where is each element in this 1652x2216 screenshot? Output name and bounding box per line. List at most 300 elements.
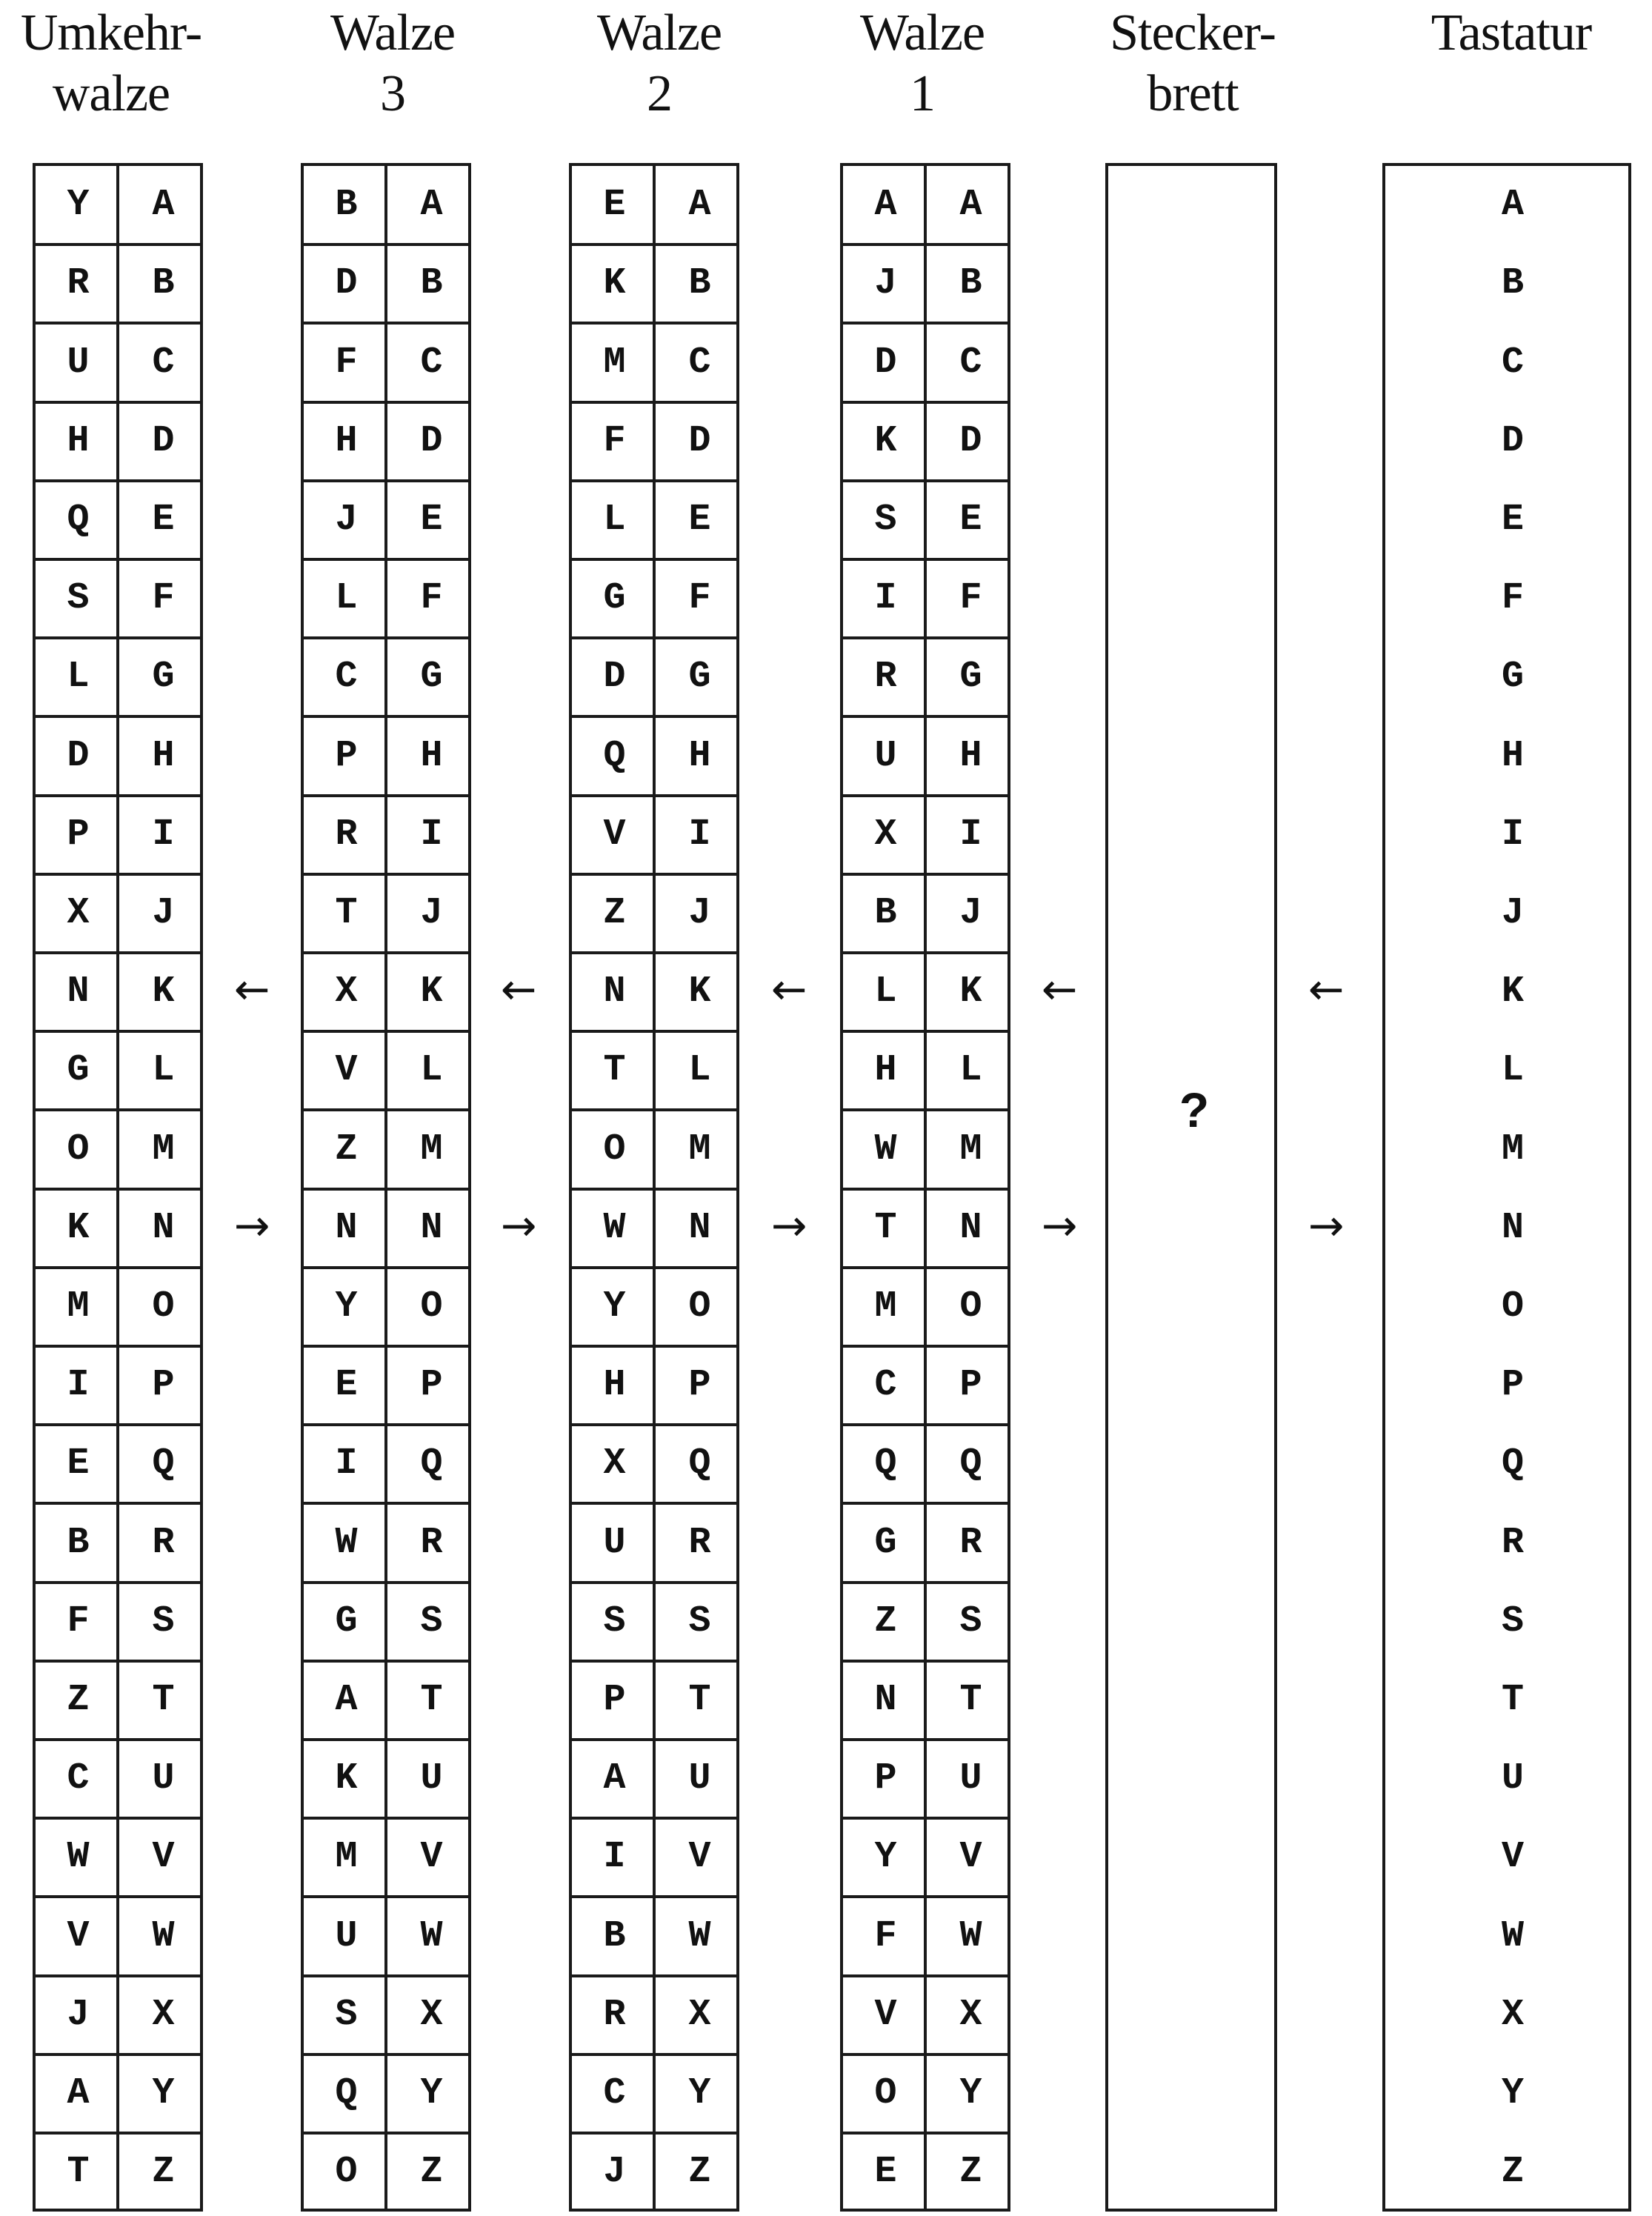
walze2-right-letter: T	[688, 1678, 711, 1721]
row-divider	[843, 951, 1007, 954]
tastatur-column	[1382, 163, 1631, 2212]
tastatur-letter: L	[1501, 1049, 1524, 1092]
row-divider	[36, 794, 200, 797]
row-divider	[304, 1502, 468, 1505]
row-divider	[843, 479, 1007, 482]
row-divider	[572, 1030, 736, 1033]
walze3-right-letter: G	[420, 656, 443, 699]
walze2-right-letter: O	[688, 1285, 711, 1328]
walze3-right-letter: P	[420, 1364, 443, 1407]
walze1-left-letter: J	[874, 262, 897, 305]
walze3-left-letter: G	[335, 1600, 358, 1643]
umkehrwalze-right-letter: A	[152, 184, 175, 227]
tastatur-letter: D	[1501, 419, 1524, 462]
walze3-left-letter: R	[335, 813, 358, 856]
arrow-right: →	[1308, 1199, 1345, 1251]
walze3-left-letter: K	[335, 1757, 358, 1800]
walze2-left-letter: Q	[603, 734, 626, 777]
umkehrwalze-right-letter: H	[152, 734, 175, 777]
row-divider	[843, 1581, 1007, 1584]
walze1-heading-line: Walze	[859, 4, 985, 61]
row-divider	[572, 715, 736, 718]
walze3-right-letter: S	[420, 1600, 443, 1643]
row-divider	[304, 1108, 468, 1111]
walze3-right-letter: B	[420, 262, 443, 305]
walze3-left-letter: I	[335, 1443, 358, 1485]
walze3-right-letter: T	[420, 1678, 443, 1721]
row-divider	[843, 873, 1007, 876]
umkehrwalze-right-letter: D	[152, 419, 175, 462]
row-divider	[843, 1188, 1007, 1191]
umkehrwalze-left-letter: F	[67, 1600, 90, 1643]
walze1-right-letter: H	[959, 734, 982, 777]
row-divider	[304, 1188, 468, 1191]
walze2-right-letter: N	[688, 1206, 711, 1249]
row-divider	[843, 322, 1007, 325]
walze2-right-letter: G	[688, 656, 711, 699]
walze2-heading-line: Walze	[596, 4, 722, 61]
umkehrwalze-left-letter: Z	[67, 1678, 90, 1721]
umkehrwalze-heading-line: Umkehr-	[20, 4, 202, 61]
walze1-right-letter: T	[959, 1678, 982, 1721]
walze3-column	[301, 163, 471, 2212]
row-divider	[304, 558, 468, 561]
row-divider	[36, 951, 200, 954]
walze2-left-letter: R	[603, 1993, 626, 2036]
tastatur-letter: P	[1501, 1364, 1524, 1407]
row-divider	[843, 1738, 1007, 1741]
walze3-right-letter: Z	[420, 2151, 443, 2194]
tastatur-letter: O	[1501, 1285, 1524, 1328]
arrow-left: ←	[1308, 964, 1345, 1015]
walze3-left-letter: H	[335, 419, 358, 462]
tastatur-letter: B	[1501, 262, 1524, 305]
row-divider	[36, 243, 200, 246]
row-divider	[572, 1738, 736, 1741]
walze1-right-letter: W	[959, 1914, 982, 1957]
umkehrwalze-left-letter: E	[67, 1443, 90, 1485]
walze3-left-letter: B	[335, 184, 358, 227]
walze2-right-letter: P	[688, 1364, 711, 1407]
walze2-left-letter: C	[603, 2072, 626, 2114]
umkehrwalze-right-letter: W	[152, 1914, 175, 1957]
walze2-right-letter: D	[688, 419, 711, 462]
umkehrwalze-right-letter: L	[152, 1049, 175, 1092]
walze3-right-letter: C	[420, 341, 443, 384]
row-divider	[304, 1974, 468, 1977]
row-divider	[572, 1581, 736, 1584]
umkehrwalze-left-letter: K	[67, 1206, 90, 1249]
walze2-right-letter: R	[688, 1521, 711, 1564]
row-divider	[36, 1188, 200, 1191]
walze3-left-letter: N	[335, 1206, 358, 1249]
walze3-left-letter: X	[335, 971, 358, 1014]
row-divider	[572, 1895, 736, 1898]
row-divider	[843, 636, 1007, 639]
tastatur-letter: R	[1501, 1521, 1524, 1564]
row-divider	[843, 1345, 1007, 1348]
row-divider	[36, 1895, 200, 1898]
row-divider	[572, 1266, 736, 1269]
row-divider	[304, 401, 468, 404]
walze1-right-letter: X	[959, 1993, 982, 2036]
umkehrwalze-right-letter: I	[152, 813, 175, 856]
umkehrwalze-left-letter: H	[67, 419, 90, 462]
walze3-right-letter: L	[420, 1049, 443, 1092]
walze3-left-letter: T	[335, 891, 358, 934]
walze3-left-letter: Z	[335, 1128, 358, 1171]
walze2-left-letter: A	[603, 1757, 626, 1800]
walze2-right-letter: Z	[688, 2151, 711, 2194]
walze1-left-letter: B	[874, 891, 897, 934]
walze2-left-letter: J	[603, 2151, 626, 2194]
walze3-right-letter: N	[420, 1206, 443, 1249]
walze3-left-letter: P	[335, 734, 358, 777]
tastatur-letter: T	[1501, 1678, 1524, 1721]
walze1-right-letter: Y	[959, 2072, 982, 2114]
steckerbrett-heading	[1110, 3, 1276, 124]
row-divider	[36, 1423, 200, 1426]
walze3-left-letter: A	[335, 1678, 358, 1721]
row-divider	[572, 794, 736, 797]
tastatur-letter: Y	[1501, 2072, 1524, 2114]
walze3-right-letter: Q	[420, 1443, 443, 1485]
umkehrwalze-left-letter: P	[67, 813, 90, 856]
row-divider	[304, 1345, 468, 1348]
umkehrwalze-left-letter: X	[67, 891, 90, 934]
umkehrwalze-left-letter: B	[67, 1521, 90, 1564]
walze3-left-letter: E	[335, 1364, 358, 1407]
row-divider	[36, 1817, 200, 1820]
row-divider	[572, 2132, 736, 2135]
walze3-left-letter: J	[335, 498, 358, 541]
walze2-left-letter: Y	[603, 1285, 626, 1328]
umkehrwalze-right-letter: S	[152, 1600, 175, 1643]
walze1-left-letter: K	[874, 419, 897, 462]
walze3-right-letter: V	[420, 1836, 443, 1879]
walze2-right-letter: Q	[688, 1443, 711, 1485]
umkehrwalze-left-letter: C	[67, 1757, 90, 1800]
arrow-right: →	[1041, 1199, 1078, 1251]
umkehrwalze-column	[33, 163, 203, 2212]
row-divider	[304, 1660, 468, 1663]
tastatur-letter: S	[1501, 1600, 1524, 1643]
umkehrwalze-left-letter: U	[67, 341, 90, 384]
arrow-left: ←	[1041, 964, 1078, 1015]
walze2-left-letter: P	[603, 1678, 626, 1721]
arrow-right: →	[233, 1199, 270, 1251]
row-divider	[843, 2132, 1007, 2135]
row-divider	[843, 1974, 1007, 1977]
walze1-right-letter: O	[959, 1285, 982, 1328]
umkehrwalze-right-letter: U	[152, 1757, 175, 1800]
umkehrwalze-right-letter: E	[152, 498, 175, 541]
walze2-left-letter: K	[603, 262, 626, 305]
walze1-left-letter: C	[874, 1364, 897, 1407]
walze2-left-letter: E	[603, 184, 626, 227]
row-divider	[572, 1660, 736, 1663]
walze1-right-letter: V	[959, 1836, 982, 1879]
umkehrwalze-left-letter: D	[67, 734, 90, 777]
row-divider	[36, 1030, 200, 1033]
row-divider	[572, 2053, 736, 2056]
tastatur-letter: W	[1501, 1914, 1524, 1957]
walze1-left-letter: U	[874, 734, 897, 777]
walze1-right-letter: C	[959, 341, 982, 384]
walze1-left-letter: N	[874, 1678, 897, 1721]
walze1-left-letter: I	[874, 577, 897, 620]
row-divider	[304, 951, 468, 954]
tastatur-letter: H	[1501, 734, 1524, 777]
walze3-left-letter: F	[335, 341, 358, 384]
walze2-column	[569, 163, 739, 2212]
walze2-right-letter: M	[688, 1128, 711, 1171]
walze2-left-letter: F	[603, 419, 626, 462]
row-divider	[36, 715, 200, 718]
tastatur-letter: F	[1501, 577, 1524, 620]
row-divider	[843, 558, 1007, 561]
umkehrwalze-left-letter: T	[67, 2151, 90, 2194]
umkehrwalze-right-letter: Z	[152, 2151, 175, 2194]
umkehrwalze-right-letter: O	[152, 1285, 175, 1328]
tastatur-letter: U	[1501, 1757, 1524, 1800]
walze2-right-letter: X	[688, 1993, 711, 2036]
walze2-left-letter: S	[603, 1600, 626, 1643]
walze1-right-letter: R	[959, 1521, 982, 1564]
umkehrwalze-right-letter: R	[152, 1521, 175, 1564]
umkehrwalze-right-letter: K	[152, 971, 175, 1014]
walze2-left-letter: O	[603, 1128, 626, 1171]
umkehrwalze-right-letter: G	[152, 656, 175, 699]
arrow-right: →	[500, 1199, 537, 1251]
tastatur-heading	[1431, 3, 1591, 64]
walze3-right-letter: F	[420, 577, 443, 620]
walze3-right-letter: J	[420, 891, 443, 934]
row-divider	[843, 1817, 1007, 1820]
umkehrwalze-right-letter: M	[152, 1128, 175, 1171]
row-divider	[36, 1581, 200, 1584]
walze2-left-letter: B	[603, 1914, 626, 1957]
row-divider	[304, 1581, 468, 1584]
row-divider	[304, 794, 468, 797]
tastatur-letter: X	[1501, 1993, 1524, 2036]
umkehrwalze-right-letter: J	[152, 891, 175, 934]
walze3-left-letter: O	[335, 2151, 358, 2194]
row-divider	[304, 322, 468, 325]
walze1-right-letter: E	[959, 498, 982, 541]
row-divider	[572, 243, 736, 246]
walze2-right-letter: K	[688, 971, 711, 1014]
walze3-right-letter: W	[420, 1914, 443, 1957]
umkehrwalze-right-letter: X	[152, 1993, 175, 2036]
walze1-left-letter: H	[874, 1049, 897, 1092]
row-divider	[572, 951, 736, 954]
walze2-left-letter: W	[603, 1206, 626, 1249]
umkehrwalze-right-letter: C	[152, 341, 175, 384]
row-divider	[36, 1108, 200, 1111]
walze1-left-letter: E	[874, 2151, 897, 2194]
arrow-left: ←	[770, 964, 807, 1015]
row-divider	[572, 1423, 736, 1426]
row-divider	[843, 1108, 1007, 1111]
umkehrwalze-left-letter: M	[67, 1285, 90, 1328]
walze1-left-letter: O	[874, 2072, 897, 2114]
walze2-left-letter: T	[603, 1049, 626, 1092]
umkehrwalze-right-letter: P	[152, 1364, 175, 1407]
row-divider	[36, 558, 200, 561]
walze3-left-letter: U	[335, 1914, 358, 1957]
walze2-right-letter: L	[688, 1049, 711, 1092]
row-divider	[36, 1345, 200, 1348]
walze2-left-letter: M	[603, 341, 626, 384]
row-divider	[36, 1502, 200, 1505]
walze2-left-letter: U	[603, 1521, 626, 1564]
umkehrwalze-left-letter: G	[67, 1049, 90, 1092]
tastatur-letter: V	[1501, 1836, 1524, 1879]
row-divider	[843, 1660, 1007, 1663]
row-divider	[843, 715, 1007, 718]
walze1-right-letter: Q	[959, 1443, 982, 1485]
walze2-left-letter: V	[603, 813, 626, 856]
umkehrwalze-left-letter: O	[67, 1128, 90, 1171]
umkehrwalze-left-letter: I	[67, 1364, 90, 1407]
walze2-left-letter: G	[603, 577, 626, 620]
umkehrwalze-heading	[21, 3, 201, 124]
walze2-left-letter: H	[603, 1364, 626, 1407]
umkehrwalze-left-letter: N	[67, 971, 90, 1014]
walze1-left-letter: Q	[874, 1443, 897, 1485]
umkehrwalze-right-letter: B	[152, 262, 175, 305]
umkehrwalze-left-letter: A	[67, 2072, 90, 2114]
steckerbrett-column	[1105, 163, 1277, 2212]
walze3-right-letter: D	[420, 419, 443, 462]
arrow-left: ←	[500, 964, 537, 1015]
row-divider	[304, 1423, 468, 1426]
umkehrwalze-left-letter: S	[67, 577, 90, 620]
umkehrwalze-right-letter: V	[152, 1836, 175, 1879]
walze2-right-letter: V	[688, 1836, 711, 1879]
walze3-right-letter: Y	[420, 2072, 443, 2114]
walze3-right-letter: H	[420, 734, 443, 777]
steckerbrett-heading-line: brett	[1147, 65, 1239, 122]
tastatur-letter: C	[1501, 341, 1524, 384]
row-divider	[572, 1108, 736, 1111]
walze3-left-letter: D	[335, 262, 358, 305]
row-divider	[304, 243, 468, 246]
row-divider	[572, 401, 736, 404]
row-divider	[36, 479, 200, 482]
tastatur-letter: M	[1501, 1128, 1524, 1171]
umkehrwalze-right-letter: T	[152, 1678, 175, 1721]
walze3-left-letter: S	[335, 1993, 358, 2036]
row-divider	[304, 479, 468, 482]
umkehrwalze-left-letter: Y	[67, 184, 90, 227]
row-divider	[572, 322, 736, 325]
row-divider	[36, 1738, 200, 1741]
walze3-right-letter: R	[420, 1521, 443, 1564]
row-divider	[843, 1266, 1007, 1269]
walze2-right-letter: W	[688, 1914, 711, 1957]
walze1-right-letter: S	[959, 1600, 982, 1643]
walze2-left-letter: X	[603, 1443, 626, 1485]
walze2-right-letter: F	[688, 577, 711, 620]
row-divider	[843, 794, 1007, 797]
tastatur-letter: I	[1501, 813, 1524, 856]
row-divider	[572, 1974, 736, 1977]
tastatur-letter: A	[1501, 184, 1524, 227]
walze3-right-letter: M	[420, 1128, 443, 1171]
walze2-left-letter: I	[603, 1836, 626, 1879]
walze1-left-letter: L	[874, 971, 897, 1014]
walze1-right-letter: B	[959, 262, 982, 305]
walze1-right-letter: I	[959, 813, 982, 856]
walze2-right-letter: B	[688, 262, 711, 305]
row-divider	[572, 479, 736, 482]
umkehrwalze-heading-line: walze	[52, 65, 170, 122]
walze1-column	[840, 163, 1010, 2212]
walze1-left-letter: F	[874, 1914, 897, 1957]
arrow-left: ←	[233, 964, 270, 1015]
umkehrwalze-right-letter: F	[152, 577, 175, 620]
row-divider	[36, 1266, 200, 1269]
walze1-left-letter: D	[874, 341, 897, 384]
unknown-plugboard-mark: ?	[1179, 1082, 1210, 1138]
walze2-right-letter: Y	[688, 2072, 711, 2114]
arrow-right: →	[770, 1199, 807, 1251]
row-divider	[304, 1895, 468, 1898]
walze3-left-letter: Y	[335, 1285, 358, 1328]
walze1-right-letter: G	[959, 656, 982, 699]
walze3-left-letter: M	[335, 1836, 358, 1879]
walze1-heading-line: 1	[910, 65, 935, 122]
walze1-right-letter: A	[959, 184, 982, 227]
walze3-left-letter: Q	[335, 2072, 358, 2114]
walze1-left-letter: M	[874, 1285, 897, 1328]
walze1-left-letter: T	[874, 1206, 897, 1249]
walze2-right-letter: C	[688, 341, 711, 384]
walze1-left-letter: P	[874, 1757, 897, 1800]
row-divider	[572, 1502, 736, 1505]
row-divider	[36, 401, 200, 404]
walze2-right-letter: A	[688, 184, 711, 227]
walze1-right-letter: D	[959, 419, 982, 462]
umkehrwalze-left-letter: R	[67, 262, 90, 305]
walze1-left-letter: G	[874, 1521, 897, 1564]
walze3-left-letter: W	[335, 1521, 358, 1564]
walze1-right-letter: U	[959, 1757, 982, 1800]
walze1-right-letter: L	[959, 1049, 982, 1092]
row-divider	[843, 1895, 1007, 1898]
walze2-right-letter: U	[688, 1757, 711, 1800]
umkehrwalze-right-letter: N	[152, 1206, 175, 1249]
walze2-right-letter: S	[688, 1600, 711, 1643]
tastatur-letter: G	[1501, 656, 1524, 699]
walze3-right-letter: U	[420, 1757, 443, 1800]
walze3-left-letter: C	[335, 656, 358, 699]
walze2-heading	[597, 3, 722, 124]
row-divider	[304, 2132, 468, 2135]
row-divider	[843, 401, 1007, 404]
umkehrwalze-left-letter: Q	[67, 498, 90, 541]
walze1-left-letter: Y	[874, 1836, 897, 1879]
walze3-right-letter: X	[420, 1993, 443, 2036]
walze3-right-letter: E	[420, 498, 443, 541]
row-divider	[36, 1660, 200, 1663]
row-divider	[572, 1188, 736, 1191]
walze2-left-letter: Z	[603, 891, 626, 934]
row-divider	[36, 322, 200, 325]
row-divider	[572, 558, 736, 561]
